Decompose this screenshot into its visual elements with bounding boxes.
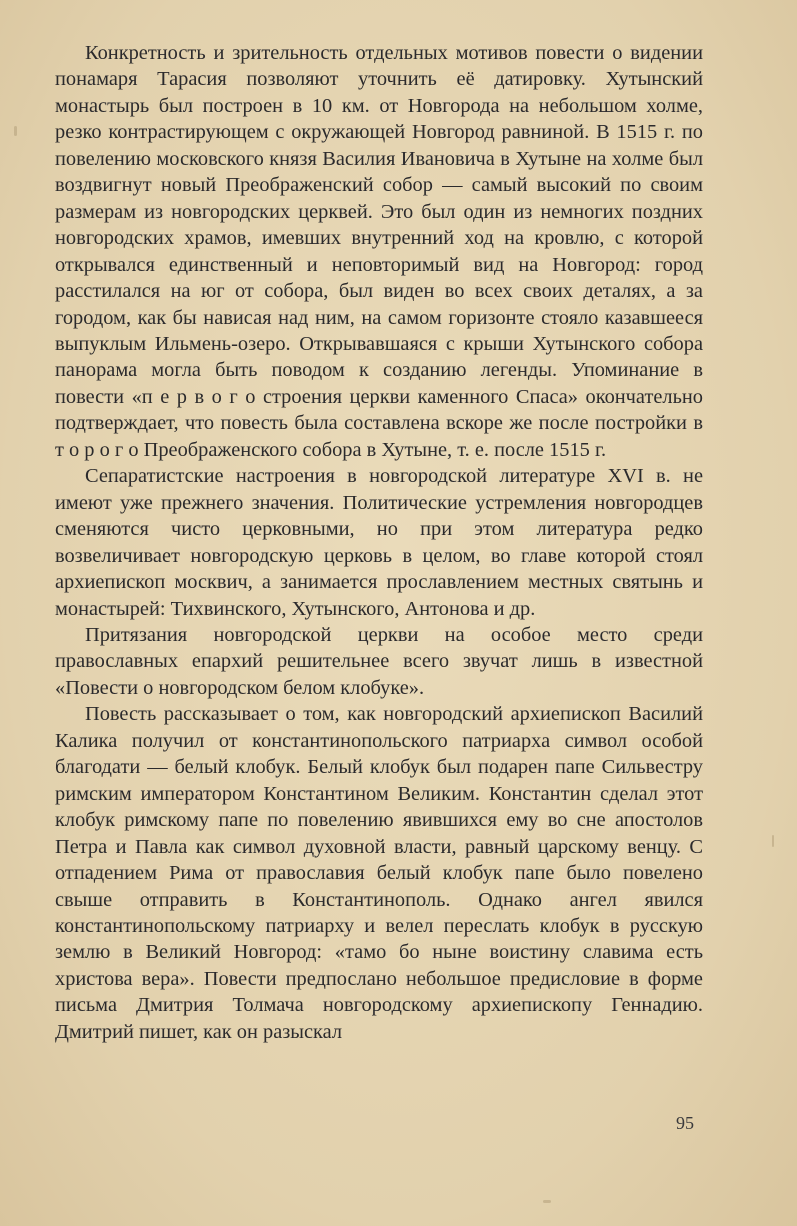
body-text [55,40,703,1045]
page-number: 95 [676,1113,694,1133]
paragraph-2: Сепаратистские настроения в новгородской литературе XVI в. не имеют уже прежнего значения. Политические устремления новгородцев сменяются чисто церковными, но при этом литература редко возвеличивает новгородскую церковь в целом, во главе которой стоял архиепископ москвич, а занимается прославлением местных святынь и монастырей: Тихвинского, Хутынского, Антонова и др. [55,465,703,620]
paper-speck [772,835,774,847]
paragraph-1: Конкретность и зрительность отдельных мотивов повести о видении понамаря Тарасия позволяют уточнить её датировку. Хутынский монастырь был построен в 10 км. от Новгорода на небольшом холме, резко контрастирующем с окружающей Новгород равниной. В 1515 г. по повелению московского князя Василия Ивановича в Хутыне на холме был воздвигнут новый Преображенский собор — самый высокий по своим размерам из новгородских церквей. Это был один из немногих поздних новгородских храмов, имевших внутренний ход на кровлю, с которой открывался единственный и неповторимый вид на Новгород: город расстилался на юг от собора, был виден во всех своих деталях, а за городом, как бы нависая над ним, на самом горизонте стояло казавшееся выпуклым Ильмень-озеро. Открывавшаяся с крыши Хутынского собора панорама могла быть поводом к созданию легенды. Упоминание в повести «п е р в о г о строения церкви каменного Спаса» окончательно подтверждает, что повесть была составлена вскоре же после постройки в т о р о г о Преображенского собора в Хутыне, т. е. после 1515 г. [55,42,703,461]
paragraph-3: Притязания новгородской церкви на особое место среди православных епархий решительнее всего звучат лишь в известной «Повести о новгородском белом клобуке». [55,623,703,699]
paper-speck [14,126,17,136]
paragraph-4: Повесть рассказывает о том, как новгородский архиепископ Василий Калика получил от константинопольского патриарха символ особой благодати — белый клобук. Белый клобук был подарен папе Сильвестру римским императором Константином Великим. Константин сделал этот клобук римскому папе по повелению явившихся ему во сне апостолов Петра и Павла как символ духовной власти, равный царскому венцу. С отпадением Рима от православия белый клобук папе было повелено свыше отправить в Константинополь. Однако ангел явился константинопольскому патриарху и велел переслать клобук в русскую землю в Великий Новгород: «тамо бо ныне воистину славима есть христова вера». Повести предпослано небольшое предисловие в форме письма Дмитрия Толмача новгородскому архиепископу Геннадию. Дмитрий пишет, как он разыскал [55,703,703,1043]
paper-speck [543,1200,551,1203]
